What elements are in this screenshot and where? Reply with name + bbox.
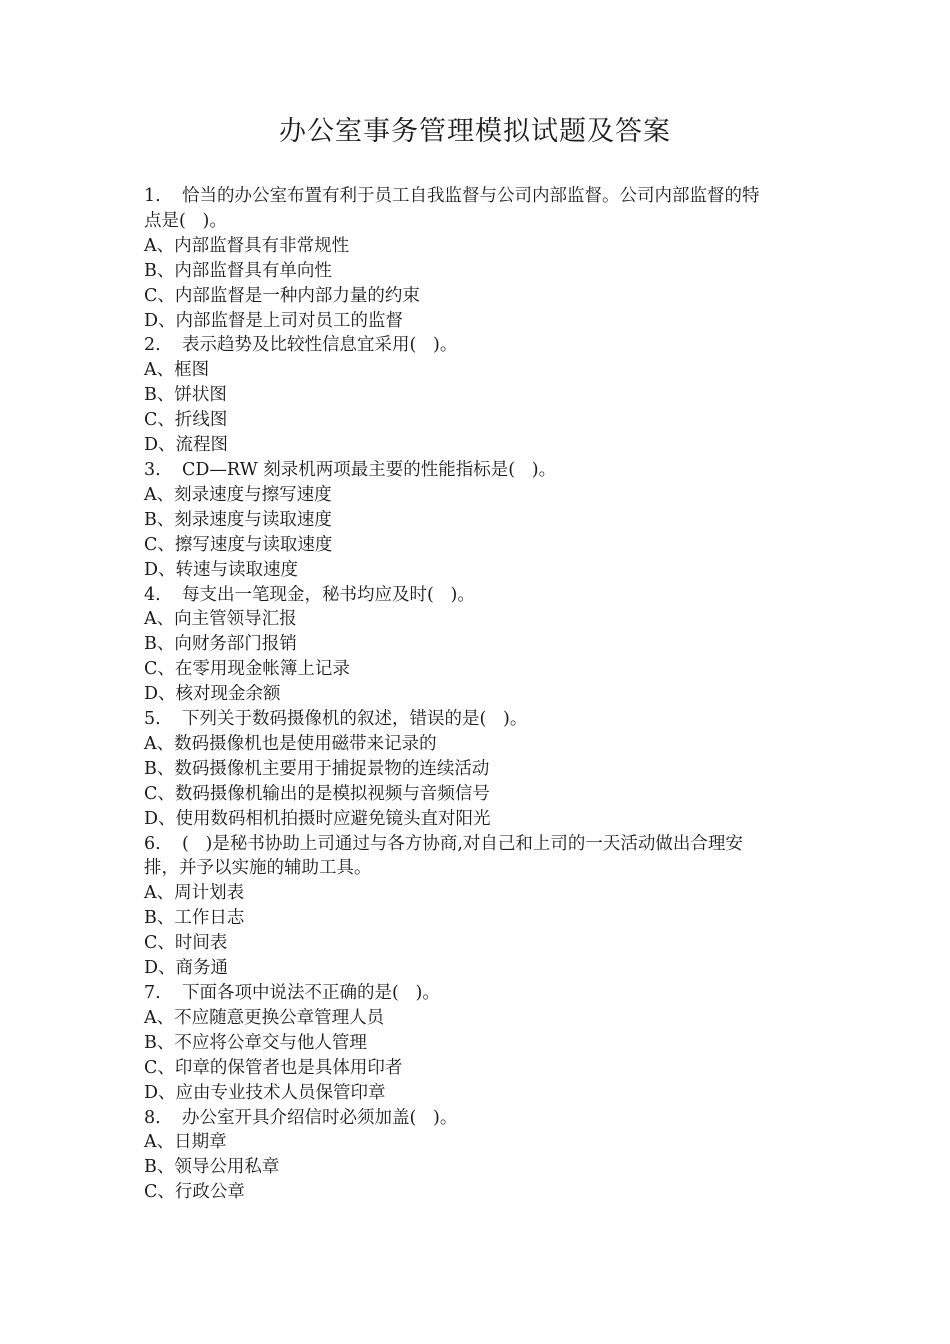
question-1	[144, 184, 816, 333]
question-text: CD—RW 刻录机两项最主要的性能指标是( )。	[182, 459, 557, 480]
option-d: D、核对现金余额	[144, 684, 281, 705]
option-b: B、不应将公章交与他人管理	[144, 1032, 367, 1053]
question-stem	[144, 981, 816, 1006]
option-b: B、向财务部门报销	[144, 634, 297, 655]
option-c: C、时间表	[144, 933, 228, 954]
question-number: 7.	[144, 983, 161, 1003]
option-b: B、内部监督具有单向性	[144, 260, 332, 281]
option-a: A、框图	[144, 360, 210, 381]
question-number: 1.	[144, 186, 161, 206]
option-d: D、使用数码相机拍摄时应避免镜头直对阳光	[144, 808, 491, 829]
option-a: A、内部监督具有非常规性	[144, 235, 350, 256]
document-title: 办公室事务管理模拟试题及答案	[279, 116, 671, 147]
option-b: B、领导公用私章	[144, 1157, 280, 1178]
question-text: 表示趋势及比较性信息宜采用( )。	[182, 335, 458, 356]
option-a: A、刻录速度与擦写速度	[144, 484, 332, 505]
option-c: C、行政公章	[144, 1182, 245, 1203]
question-stem	[144, 583, 816, 608]
option-a: A、日期章	[144, 1132, 227, 1153]
option-a: A、周计划表	[144, 883, 245, 904]
question-text: 下面各项中说法不正确的是( )。	[182, 983, 440, 1003]
option-d: D、商务通	[144, 958, 229, 979]
question-stem	[144, 458, 816, 483]
question-8	[144, 1106, 816, 1206]
question-text-continued: 排，并予以实施的辅助工具。	[144, 858, 372, 879]
question-number: 2.	[144, 335, 161, 356]
question-stem	[144, 1106, 816, 1131]
option-c: C、在零用现金帐簿上记录	[144, 659, 350, 680]
question-list	[144, 184, 816, 1205]
option-b: B、数码摄像机主要用于捕捉景物的连续活动	[144, 758, 490, 779]
question-4	[144, 583, 816, 708]
option-b: B、工作日志	[144, 908, 245, 929]
question-stem	[144, 333, 816, 358]
option-b: B、饼状图	[144, 385, 227, 406]
option-d: D、应由专业技术人员保管印章	[144, 1082, 386, 1103]
option-c: C、数码摄像机输出的是模拟视频与音频信号	[144, 783, 490, 804]
question-stem	[144, 832, 816, 857]
question-number: 8.	[144, 1107, 161, 1128]
question-text-continued: 点是( )。	[144, 210, 227, 231]
question-stem	[144, 184, 816, 209]
question-2	[144, 333, 816, 458]
question-3	[144, 458, 816, 583]
question-stem	[144, 707, 816, 732]
question-number: 4.	[144, 584, 161, 605]
question-6	[144, 832, 816, 981]
option-b: B、刻录速度与读取速度	[144, 509, 332, 530]
option-c: C、印章的保管者也是具体用印者	[144, 1057, 403, 1078]
option-a: A、不应随意更换公章管理人员	[144, 1007, 385, 1028]
option-c: C、擦写速度与读取速度	[144, 534, 333, 555]
option-a: A、数码摄像机也是使用磁带来记录的	[144, 733, 437, 754]
option-d: D、转速与读取速度	[144, 559, 299, 580]
question-text: 恰当的办公室布置有利于员工自我监督与公司内部监督。公司内部监督的特	[182, 186, 760, 206]
option-c: C、内部监督是一种内部力量的约束	[144, 285, 420, 306]
question-number: 6.	[144, 833, 161, 854]
question-text: 办公室开具介绍信时必须加盖( )。	[182, 1107, 458, 1128]
question-5	[144, 707, 816, 832]
question-text: 下列关于数码摄像机的叙述，错误的是( )。	[182, 709, 528, 730]
option-a: A、向主管领导汇报	[144, 609, 297, 630]
question-text: 每支出一笔现金，秘书均应及时( )。	[182, 584, 475, 605]
option-d: D、流程图	[144, 435, 229, 456]
question-number: 3.	[144, 459, 161, 480]
question-text: ( )是秘书协助上司通过与各方协商,对自己和上司的一天活动做出合理安	[182, 833, 743, 854]
option-c: C、折线图	[144, 410, 228, 431]
question-number: 5.	[144, 709, 161, 730]
option-d: D、内部监督是上司对员工的监督	[144, 310, 404, 331]
question-7	[144, 981, 816, 1106]
